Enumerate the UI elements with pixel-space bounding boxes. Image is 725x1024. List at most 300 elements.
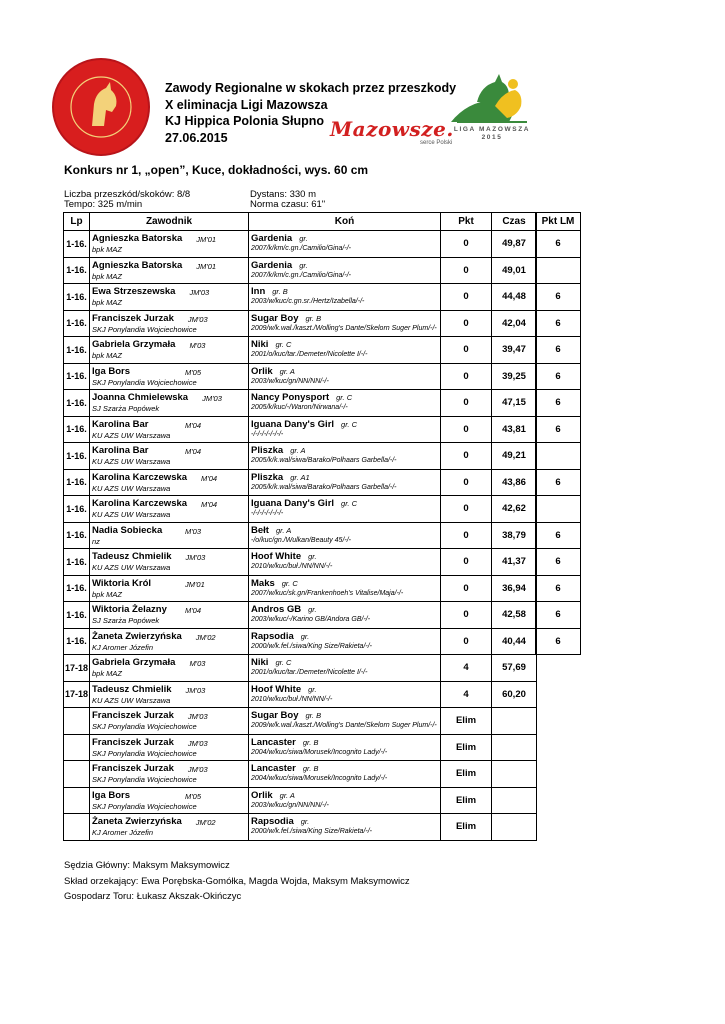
row-lp: 1-16. xyxy=(64,363,90,390)
horse-pedigree: 2009/w/k.wal./kaszt./Wolling's Dante/Skelorn Suger Plum/-/- xyxy=(251,722,437,729)
rider-category: M'03 xyxy=(185,526,202,536)
lm-row xyxy=(536,496,581,523)
horse-name-line xyxy=(251,233,308,244)
rider-name: Iga Bors xyxy=(92,789,131,801)
row-czas: 57,69 xyxy=(492,655,537,682)
row-pkt-lm xyxy=(536,732,581,758)
horse-cell xyxy=(249,549,441,576)
hippica-polonia-logo xyxy=(52,58,150,156)
row-pkt-lm xyxy=(536,655,581,681)
row-pkt-lm: 6 xyxy=(536,575,581,602)
horse-pedigree: -/-/-/-/-/-/-/- xyxy=(251,510,284,517)
row-lp: 1-16. xyxy=(64,257,90,284)
horse-grade: gr. A xyxy=(275,525,292,535)
row-czas xyxy=(492,761,537,788)
horse-name-line xyxy=(251,286,288,297)
rider-cell-inner xyxy=(90,311,248,337)
liga-caption-year: 2015 xyxy=(481,134,503,141)
row-czas: 42,04 xyxy=(492,310,537,337)
row-czas: 49,01 xyxy=(492,257,537,284)
rider-club: SKJ Ponylandia Wojciechowice xyxy=(92,801,197,811)
rider-category: JM'03 xyxy=(187,712,208,721)
row-pkt-lm: 6 xyxy=(536,602,581,629)
rider-cell-inner xyxy=(90,708,248,734)
mazowsze-wordmark: Mazowsze. xyxy=(330,117,454,141)
horse-name: Sugar Boy xyxy=(251,312,299,324)
horse-pedigree: 2000/w/k.fel./siwa/King Size/Rakieta/-/- xyxy=(251,828,372,835)
rider-cell xyxy=(90,257,249,284)
contest-tempo: Tempo: 325 m/min xyxy=(64,199,143,210)
rider-category: M'04 xyxy=(201,500,218,509)
mazowsze-logo xyxy=(330,117,454,146)
row-czas xyxy=(492,734,537,761)
rider-cell xyxy=(90,284,249,311)
rider-club: KU AZS UW Warszawa xyxy=(92,457,171,466)
horse-pedigree: -/-/-/-/-/-/-/- xyxy=(251,430,284,438)
horse-pedigree: 2001/o/kuc/tar./Demeter/Nicolette I/-/- xyxy=(251,351,368,358)
rider-club: KU AZS UW Warszawa xyxy=(92,430,171,440)
lm-row xyxy=(536,575,581,602)
rider-name: Agnieszka Batorska xyxy=(92,259,183,271)
rider-cell-inner xyxy=(90,496,248,522)
rider-cell xyxy=(90,681,249,708)
horse-grade: gr. A xyxy=(290,446,306,455)
horse-cell xyxy=(249,284,441,311)
rider-name: Ewa Strzeszewska xyxy=(92,286,176,297)
horse-grade: gr. A1 xyxy=(290,472,310,482)
lm-row xyxy=(536,628,581,655)
horse-pedigree: 2007/k/km/c.gn./Camilio/Gina/-/- xyxy=(251,271,351,279)
row-czas: 39,47 xyxy=(492,337,537,364)
chief-judge: Sędzia Główny: Maksym Maksymowicz xyxy=(64,860,230,871)
row-czas xyxy=(492,814,537,841)
row-lp: 1-16. xyxy=(64,496,90,523)
liga-caption xyxy=(447,126,537,142)
rider-club: KU AZS UW Warszawa xyxy=(92,510,171,519)
rider-cell xyxy=(90,549,249,576)
horse-pedigree: 2010/w/kuc/buł./NN/NN/-/- xyxy=(251,695,333,703)
horse-pedigree: 2007/k/km/c.gn./Camilio/Gina/-/- xyxy=(251,245,351,252)
results-table xyxy=(63,212,537,841)
rider-club: bpk MAZ xyxy=(92,298,123,307)
rider-cell xyxy=(90,443,249,470)
rider-cell-inner xyxy=(90,284,248,310)
rider-cell xyxy=(90,231,249,258)
table-row xyxy=(64,363,537,390)
rider-club: SJ Szarża Popówek xyxy=(92,404,160,413)
rider-cell xyxy=(90,814,249,841)
horse-cell-inner xyxy=(249,390,440,416)
row-lp: 17-18 xyxy=(64,655,90,682)
rider-name: Karolina Bar xyxy=(92,418,149,430)
row-pkt: 0 xyxy=(441,337,492,364)
course-designer: Gospodarz Toru: Łukasz Akszak-Okińczyc xyxy=(64,891,242,902)
horse-grade: gr. C xyxy=(275,340,292,349)
horse-cell-inner xyxy=(249,814,440,840)
rider-cell-inner xyxy=(90,390,248,416)
rider-category: JM'03 xyxy=(185,553,206,562)
row-czas xyxy=(492,708,537,735)
lm-row xyxy=(536,231,581,258)
contest-title: Konkurs nr 1, „open”, Kuce, dokładności, wys. 60 cm xyxy=(64,163,369,177)
row-czas: 36,94 xyxy=(492,575,537,602)
row-pkt: Elim xyxy=(441,734,492,761)
horse-name: Lancaster xyxy=(251,763,296,774)
rider-club: SKJ Ponylandia Wojciechowice xyxy=(92,722,197,731)
rider-cell-inner xyxy=(90,417,248,443)
row-pkt: 0 xyxy=(441,469,492,496)
row-czas: 43,81 xyxy=(492,416,537,443)
rider-club: SKJ Ponylandia Wojciechowice xyxy=(92,748,197,758)
rider-cell xyxy=(90,761,249,788)
rider-club: KU AZS UW Warszawa xyxy=(92,483,171,493)
horse-cell-inner xyxy=(249,311,440,337)
rider-cell-inner xyxy=(90,602,248,628)
row-lp xyxy=(64,787,90,814)
horse-pedigree: 2005/k/kuc/-/Waron/Nirwana/-/- xyxy=(251,404,348,411)
rider-name: Nadia Sobiecka xyxy=(92,524,163,536)
rider-name: Żaneta Zwierzyńska xyxy=(92,630,182,642)
lm-row xyxy=(536,808,581,834)
row-czas: 39,25 xyxy=(492,363,537,390)
rider-category: M'04 xyxy=(185,447,202,456)
horse-name-line xyxy=(251,419,357,430)
rider-cell xyxy=(90,310,249,337)
rider-category: JM'03 xyxy=(187,738,208,748)
horse-grade: gr. xyxy=(308,684,317,694)
horse-name: Orlik xyxy=(251,365,273,377)
horse-name: Gardenia xyxy=(251,259,293,271)
row-lp: 1-16. xyxy=(64,575,90,602)
horse-name-line xyxy=(251,366,295,377)
rider-cell-inner xyxy=(90,364,248,390)
horse-cell xyxy=(249,787,441,814)
event-date: 27.06.2015 xyxy=(165,130,228,145)
rider-cell xyxy=(90,363,249,390)
row-czas xyxy=(492,787,537,814)
horse-pedigree: 2004/w/kuc/siwa/Morusek/Incognito Lady/-/- xyxy=(251,748,388,756)
horse-pedigree: 2004/w/kuc/siwa/Morusek/Incognito Lady/-/- xyxy=(251,775,388,782)
horse-name-line xyxy=(251,472,310,483)
rider-cell xyxy=(90,734,249,761)
horse-cell xyxy=(249,416,441,443)
row-lp xyxy=(64,708,90,735)
horse-name: Maks xyxy=(251,577,275,589)
horse-cell-inner xyxy=(249,549,440,575)
rider-cell-inner xyxy=(90,231,248,257)
horse-cell xyxy=(249,734,441,761)
horse-name: Iguana Dany's Girl xyxy=(251,418,335,430)
horse-cell xyxy=(249,575,441,602)
horse-cell xyxy=(249,655,441,682)
lm-row xyxy=(536,363,581,390)
rider-category: JM'03 xyxy=(202,394,222,403)
horse-cell xyxy=(249,363,441,390)
rider-cell-inner xyxy=(90,788,248,814)
rider-club: bpk MAZ xyxy=(92,271,123,281)
rider-category: M'05 xyxy=(185,791,202,801)
contest-time-norm: Norma czasu: 61" xyxy=(250,199,326,210)
rider-cell xyxy=(90,469,249,496)
horse-cell-inner xyxy=(249,761,440,787)
row-pkt-lm: 6 xyxy=(536,390,581,417)
row-pkt-lm xyxy=(536,757,581,783)
rider-cell-inner xyxy=(90,655,248,681)
lm-row xyxy=(536,706,581,732)
row-pkt-lm xyxy=(536,257,581,284)
table-row xyxy=(64,284,537,311)
rider-club: SKJ Ponylandia Wojciechowice xyxy=(92,324,197,334)
row-pkt: 4 xyxy=(441,655,492,682)
row-pkt: Elim xyxy=(441,814,492,841)
lm-row xyxy=(536,469,581,496)
horse-cell-inner xyxy=(249,576,440,602)
horse-name: Niki xyxy=(251,657,269,668)
rider-cell-inner xyxy=(90,629,248,655)
horse-name-line xyxy=(251,737,318,748)
table-row xyxy=(64,390,537,417)
horse-cell xyxy=(249,522,441,549)
row-pkt: 0 xyxy=(441,496,492,523)
horse-grade: gr. C xyxy=(275,658,292,667)
row-czas: 49,87 xyxy=(492,231,537,258)
horse-cell-inner xyxy=(249,231,440,257)
header-lp: Lp xyxy=(64,213,90,231)
rider-cell xyxy=(90,602,249,629)
rider-club: nz xyxy=(92,536,100,546)
horse-pedigree: 2005/k/k.wal/siwa/Barako/Polhaars Garbella/-/- xyxy=(251,483,397,491)
horse-grade: gr. C xyxy=(341,419,358,429)
rider-name: Iga Bors xyxy=(92,365,131,377)
horse-cell xyxy=(249,231,441,258)
horse-cell-inner xyxy=(249,708,440,734)
horse-cell xyxy=(249,496,441,523)
horse-grade: gr. B xyxy=(302,737,319,747)
lm-row xyxy=(536,337,581,364)
row-pkt: 0 xyxy=(441,284,492,311)
liga-caption-name: LIGA MAZOWSZA xyxy=(453,126,531,133)
event-club: KJ Hippica Polonia Słupno xyxy=(165,114,325,128)
table-row xyxy=(64,628,537,655)
horse-pedigree: -/o/kuc/gn./Wulkan/Beauty 45/-/- xyxy=(251,536,351,544)
horse-name: Pliszka xyxy=(251,471,284,483)
horse-pedigree: 2003/w/kuc/gn/NN/NN/-/- xyxy=(251,377,329,385)
table-row xyxy=(64,734,537,761)
horse-name-line xyxy=(251,339,291,350)
event-subtitle: X eliminacja Ligi Mazowsza xyxy=(165,97,328,112)
row-czas: 44,48 xyxy=(492,284,537,311)
horse-grade: gr. C xyxy=(336,393,353,402)
horse-cell xyxy=(249,257,441,284)
table-row xyxy=(64,602,537,629)
rider-club: SKJ Ponylandia Wojciechowice xyxy=(92,775,197,784)
rider-cell-inner xyxy=(90,761,248,787)
rider-cell xyxy=(90,575,249,602)
header-horse: Koń xyxy=(249,213,441,231)
row-pkt: 0 xyxy=(441,310,492,337)
header-rider: Zawodnik xyxy=(90,213,249,231)
rider-name: Żaneta Zwierzyńska xyxy=(92,816,182,827)
table-row xyxy=(64,337,537,364)
rider-club: bpk MAZ xyxy=(92,351,123,360)
rider-category: JM'02 xyxy=(195,632,216,642)
row-pkt-lm xyxy=(536,706,581,732)
contest-obstacles: Liczba przeszkód/skoków: 8/8 xyxy=(64,189,191,200)
row-pkt-lm: 6 xyxy=(536,416,581,443)
row-pkt-lm xyxy=(536,783,581,809)
rider-cell xyxy=(90,522,249,549)
horse-name-line xyxy=(251,604,317,615)
row-lp: 1-16. xyxy=(64,522,90,549)
header-czas: Czas xyxy=(492,213,537,231)
horse-grade: gr. C xyxy=(281,578,298,588)
horse-pedigree: 2010/w/kuc/buł./NN/NN/-/- xyxy=(251,563,333,570)
row-pkt-lm xyxy=(536,496,581,523)
rider-category: JM'01 xyxy=(185,579,205,589)
horse-grade: gr. B xyxy=(272,287,288,296)
horse-name-line xyxy=(251,445,306,456)
table-row xyxy=(64,416,537,443)
rider-cell xyxy=(90,628,249,655)
lm-row xyxy=(536,522,581,549)
row-czas: 42,62 xyxy=(492,496,537,523)
lm-row xyxy=(536,390,581,417)
contest-distance: Dystans: 330 m xyxy=(250,189,316,200)
rider-cell-inner xyxy=(90,814,248,840)
row-lp: 1-16. xyxy=(64,416,90,443)
table-row xyxy=(64,787,537,814)
horse-pedigree: 2003/w/kuc/-/Karino GB/Andora GB/-/- xyxy=(251,616,371,623)
rider-cell xyxy=(90,655,249,682)
rider-name: Tadeusz Chmielik xyxy=(92,683,172,695)
header-pkt-lm: Pkt LM xyxy=(536,213,581,231)
table-row xyxy=(64,708,537,735)
rider-category: JM'03 xyxy=(187,765,208,774)
rider-category: M'05 xyxy=(185,367,202,377)
row-pkt-lm: 6 xyxy=(536,231,581,258)
table-row xyxy=(64,231,537,258)
row-pkt: 0 xyxy=(441,257,492,284)
lm-header-row xyxy=(536,213,581,231)
horse-name-line xyxy=(251,763,318,774)
rider-club: SJ Szarża Popówek xyxy=(92,616,160,625)
row-pkt: 0 xyxy=(441,443,492,470)
horse-name: Orlik xyxy=(251,789,273,801)
horse-cell xyxy=(249,310,441,337)
league-points-table xyxy=(535,212,581,834)
rider-name: Wiktoria Król xyxy=(92,577,152,589)
horse-name: Lancaster xyxy=(251,736,296,748)
row-pkt: 4 xyxy=(441,681,492,708)
row-pkt: 0 xyxy=(441,363,492,390)
horse-name-line xyxy=(251,790,295,801)
row-czas: 42,58 xyxy=(492,602,537,629)
horse-cell xyxy=(249,443,441,470)
row-pkt-lm: 6 xyxy=(536,363,581,390)
lm-row xyxy=(536,443,581,470)
horse-name: Hoof White xyxy=(251,551,302,562)
lm-row xyxy=(536,416,581,443)
rider-cell-inner xyxy=(90,470,248,496)
horse-cell-inner xyxy=(249,443,440,469)
row-pkt-lm xyxy=(536,443,581,470)
row-lp xyxy=(64,734,90,761)
row-pkt-lm: 6 xyxy=(536,522,581,549)
table-row xyxy=(64,310,537,337)
horse-pedigree: 2001/o/kuc/tar./Demeter/Nicolette I/-/- xyxy=(251,669,368,676)
horse-cell-inner xyxy=(249,523,440,549)
row-pkt-lm: 6 xyxy=(536,310,581,337)
horse-name: Rapsodia xyxy=(251,630,294,642)
judging-panel: Skład orzekający: Ewa Porębska-Gomółka, Magda Wojda, Maksym Maksymowicz xyxy=(64,875,410,887)
horse-grade: gr. B xyxy=(305,711,322,720)
horse-cell-inner xyxy=(249,496,440,522)
row-pkt: 0 xyxy=(441,231,492,258)
lm-row xyxy=(536,310,581,337)
horse-cell xyxy=(249,390,441,417)
row-pkt-lm: 6 xyxy=(536,549,581,576)
rider-club: bpk MAZ xyxy=(92,669,123,678)
row-czas: 43,86 xyxy=(492,469,537,496)
horse-name-line xyxy=(251,498,357,509)
row-lp: 1-16. xyxy=(64,231,90,258)
horse-cell-inner xyxy=(249,364,440,390)
horse-cell-inner xyxy=(249,788,440,814)
row-pkt: 0 xyxy=(441,602,492,629)
row-pkt: 0 xyxy=(441,549,492,576)
horse-cell-inner xyxy=(249,337,440,363)
lm-row xyxy=(536,732,581,758)
row-pkt: Elim xyxy=(441,761,492,788)
horse-cell-inner xyxy=(249,682,440,708)
row-pkt-lm: 6 xyxy=(536,284,581,311)
row-lp: 1-16. xyxy=(64,284,90,311)
lm-row xyxy=(536,257,581,284)
horse-grade: gr. A xyxy=(279,366,295,376)
lm-row xyxy=(536,757,581,783)
rider-club: KU AZS UW Warszawa xyxy=(92,695,171,705)
table-row xyxy=(64,257,537,284)
rider-category: M'04 xyxy=(185,420,202,430)
horse-name-line xyxy=(251,313,321,324)
rider-category: M'04 xyxy=(185,606,202,615)
rider-cell-inner xyxy=(90,337,248,363)
rider-name: Karolina Karczewska xyxy=(92,471,188,483)
horse-pedigree: 2009/w/k.wal./kaszt./Wolling's Dante/Skelorn Suger Plum/-/- xyxy=(251,324,437,332)
rider-cell xyxy=(90,337,249,364)
horse-name-line xyxy=(251,551,317,562)
rider-category: JM'02 xyxy=(195,818,216,827)
row-lp: 1-16. xyxy=(64,602,90,629)
lm-row xyxy=(536,681,581,707)
event-title: Zawody Regionalne w skokach przez przeszkody xyxy=(165,81,457,95)
horse-name: Sugar Boy xyxy=(251,710,299,721)
rider-category: JM'03 xyxy=(189,288,210,297)
horse-cell xyxy=(249,628,441,655)
horse-cell xyxy=(249,708,441,735)
rider-cell-inner xyxy=(90,549,248,575)
row-czas: 49,21 xyxy=(492,443,537,470)
rider-cell-inner xyxy=(90,682,248,708)
rider-club: KU AZS UW Warszawa xyxy=(92,563,171,572)
row-lp: 1-16. xyxy=(64,628,90,655)
row-pkt: 0 xyxy=(441,575,492,602)
row-pkt-lm: 6 xyxy=(536,628,581,655)
table-row xyxy=(64,522,537,549)
horse-head-icon xyxy=(54,60,148,154)
rider-name: Joanna Chmielewska xyxy=(92,392,189,403)
table-row xyxy=(64,681,537,708)
